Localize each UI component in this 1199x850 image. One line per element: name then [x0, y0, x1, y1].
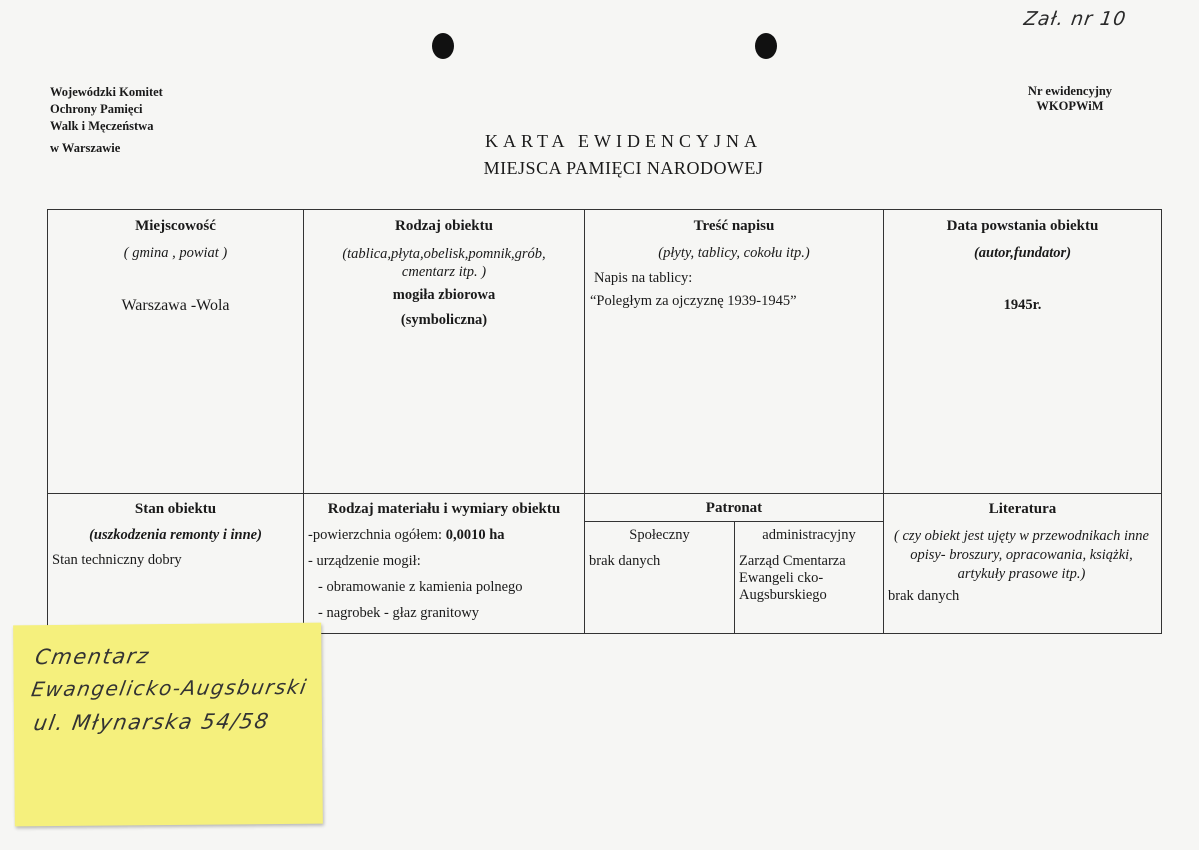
- literature-subheader: ( czy obiekt jest ujęty w przewodnikach inne opisy- broszury, opracowania, książki, artykuły prasowe itp.): [894, 528, 1149, 582]
- literature-cell: [884, 494, 1162, 634]
- sticky-note-line: Cmentarz: [33, 644, 152, 670]
- record-number-block: [1010, 84, 1130, 114]
- patronage-social-cell: [585, 522, 735, 634]
- material-item: - urządzenie mogił:: [308, 553, 421, 569]
- condition-header: Stan obiektu: [134, 501, 217, 517]
- sticky-note-line: Ewangelicko-Augsburski: [29, 674, 310, 702]
- material-cell: [304, 494, 585, 634]
- object-type-subheader: (tablica,płyta,obelisk,pomnik,grób, cmentarz itp. ): [342, 246, 546, 280]
- punch-hole-left: [432, 33, 454, 59]
- organization-line: Ochrony Pamięci: [50, 102, 143, 116]
- table-row: [48, 210, 1162, 494]
- patronage-admin-label: administracyjny: [762, 527, 856, 543]
- patronage-admin-value: Zarząd Cmentarza Ewangeli cko- Augsburskiego: [739, 553, 846, 603]
- inscription-label: Napis na tablicy:: [594, 270, 693, 286]
- literature-header: Literatura: [988, 501, 1057, 517]
- patronage-social-value: brak danych: [589, 553, 661, 569]
- location-value: Warszawa -Wola: [121, 297, 230, 314]
- location-cell: [48, 210, 304, 494]
- punch-hole-right: [755, 33, 777, 59]
- record-number-value: WKOPWiM: [1036, 99, 1104, 113]
- organization-line: Wojewódzki Komitet: [50, 85, 163, 99]
- date-value: 1945r.: [1003, 297, 1042, 313]
- registry-table: [47, 209, 1162, 634]
- patronage-social-label: Społeczny: [629, 527, 690, 543]
- material-area: [308, 527, 584, 544]
- material-area-value: 0,0010 ha: [445, 527, 505, 543]
- inscription-text: “Poległym za ojczyznę 1939-1945”: [590, 293, 797, 309]
- material-header: Rodzaj materiału i wymiary obiektu: [327, 501, 561, 517]
- inscription-subheader: (płyty, tablicy, cokołu itp.): [658, 245, 810, 261]
- handwritten-attachment-number: Zał. nr 10: [1022, 8, 1128, 30]
- condition-value: Stan techniczny dobry: [52, 552, 182, 568]
- object-type-header: Rodzaj obiektu: [395, 218, 493, 234]
- document-subtitle: MIEJSCA PAMIĘCI NARODOWEJ: [483, 158, 764, 178]
- organization-line: Walk i Męczeństwa: [50, 119, 154, 133]
- object-type-value-detail: (symboliczna): [400, 312, 488, 328]
- date-header: Data powstania obiektu: [946, 218, 1099, 234]
- location-subheader: ( gmina , powiat ): [123, 245, 228, 261]
- literature-value: brak danych: [888, 588, 960, 604]
- sticky-note: [13, 623, 323, 827]
- document-title: KARTA EWIDENCYJNA: [485, 131, 762, 151]
- inscription-cell: [585, 210, 884, 494]
- condition-cell: [48, 494, 304, 634]
- condition-subheader: (uszkodzenia remonty i inne): [89, 527, 262, 543]
- patronage-header-cell: [585, 494, 884, 522]
- material-item: - nagrobek - głaz granitowy: [318, 605, 480, 621]
- patronage-admin-cell: [735, 522, 884, 634]
- material-item: - obramowanie z kamienia polnego: [318, 579, 523, 595]
- organization-city: w Warszawie: [50, 141, 121, 155]
- table-row: [48, 494, 1162, 522]
- record-number-label: Nr ewidencyjny: [1027, 84, 1113, 98]
- date-subheader: (autor,fundator): [973, 245, 1072, 261]
- object-type-cell: [304, 210, 585, 494]
- location-header: Miejscowość: [135, 218, 216, 234]
- date-cell: [884, 210, 1162, 494]
- object-type-value: mogiła zbiorowa: [392, 287, 496, 303]
- inscription-header: Treść napisu: [693, 218, 775, 234]
- patronage-header: Patronat: [705, 500, 763, 516]
- material-area-label: -powierzchnia ogółem:: [308, 527, 446, 543]
- sticky-note-line: ul. Młynarska 54/58: [31, 709, 272, 736]
